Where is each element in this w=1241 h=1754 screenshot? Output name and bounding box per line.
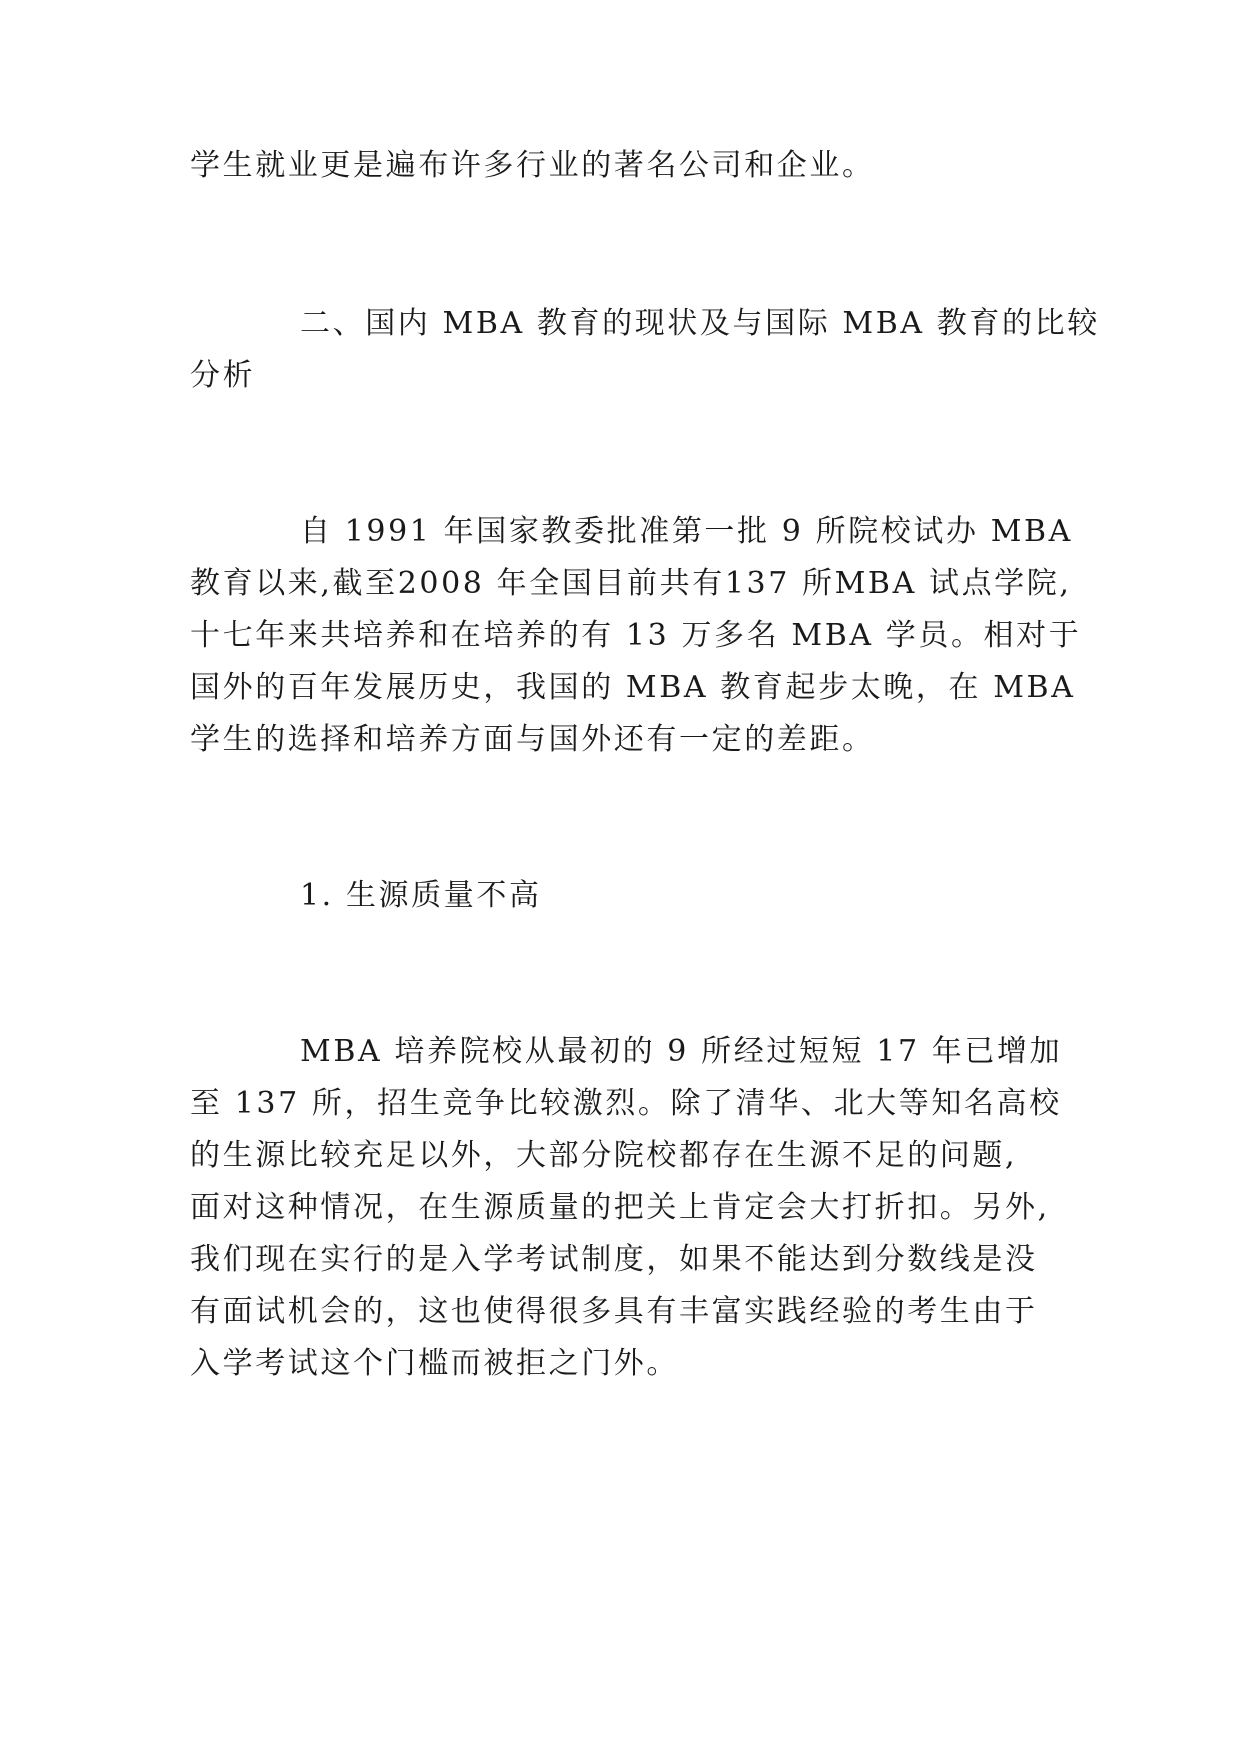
paragraph-line: 教育以来,截至2008 年全国目前共有137 所MBA 试点学院, — [190, 566, 1072, 601]
paragraph-line: 入学考试这个门槛而被拒之门外。 — [190, 1346, 679, 1381]
paragraph-line: 学生的选择和培养方面与国外还有一定的差距。 — [190, 722, 875, 757]
paragraph-line: 有面试机会的，这也使得很多具有丰富实践经验的考生由于 — [190, 1294, 1038, 1329]
paragraph-line: 十七年来共培养和在培养的有 13 万多名 MBA 学员。相对于 — [190, 618, 1082, 653]
paragraph-line: 我们现在实行的是入学考试制度，如果不能达到分数线是没 — [190, 1242, 1038, 1277]
subheading-line: 1. 生源质量不高 — [300, 878, 542, 913]
paragraph-line: 的生源比较充足以外，大部分院校都存在生源不足的问题, — [190, 1138, 1018, 1173]
section-heading-line: 二、国内 MBA 教育的现状及与国际 MBA 教育的比较 — [300, 306, 1100, 341]
paragraph-line: 自 1991 年国家教委批准第一批 9 所院校试办 MBA — [300, 514, 1073, 549]
paragraph-line: 至 137 所，招生竞争比较激烈。除了清华、北大等知名高校 — [190, 1086, 1062, 1121]
paragraph-line: 面对这种情况，在生源质量的把关上肯定会大打折扣。另外, — [190, 1190, 1050, 1225]
paragraph-line: 学生就业更是遍布许多行业的著名公司和企业。 — [190, 148, 875, 183]
paragraph-line: MBA 培养院校从最初的 9 所经过短短 17 年已增加 — [300, 1034, 1063, 1069]
paragraph-line: 国外的百年发展历史，我国的 MBA 教育起步太晚，在 MBA — [190, 670, 1076, 705]
section-heading-line: 分析 — [190, 358, 256, 393]
